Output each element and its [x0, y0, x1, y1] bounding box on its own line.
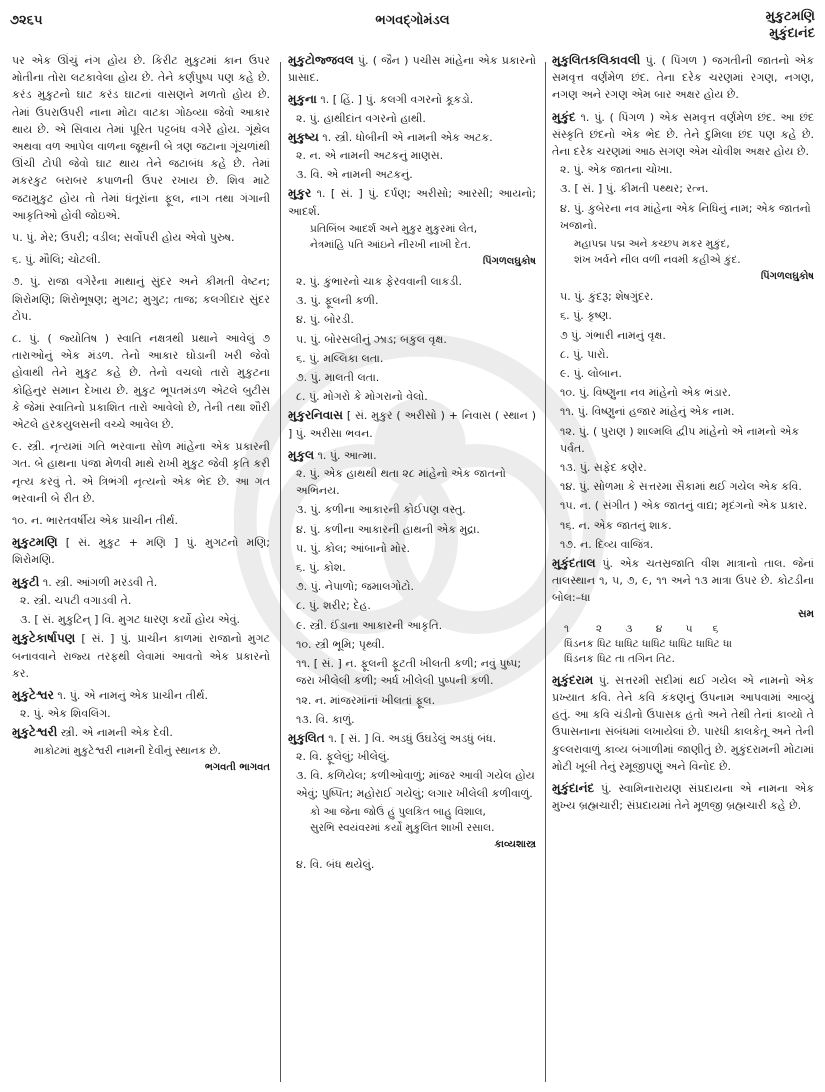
- guide-word-first: મુકુટમણિ: [765, 9, 815, 24]
- definition: પું. ( જૈન ) પચીસ માંહેના એક પ્રકારનો પ્રાસાદ.: [288, 54, 536, 85]
- sense: ૬. પું. કોશ.: [296, 561, 346, 575]
- page-number: ૭૨૬૫: [10, 13, 43, 28]
- column-divider: [545, 62, 546, 1082]
- quotation-source: પિંગળલઘુકોષ: [760, 271, 814, 283]
- column-divider: [280, 62, 281, 1082]
- headword: મુકુટોજ્જવલ: [288, 53, 354, 67]
- page-header: [0, 0, 825, 52]
- quotation: નેત્રમાંહિ પતિ આંઇને નીરખી નાખી દેત.: [310, 238, 471, 251]
- sense: ૧૨. પું. ( પુરાણ ) શાલ્મલિ દ્વીપ માંહેનો એ નામનો એક પર્વત.: [560, 424, 800, 455]
- headword: મુકુટી: [12, 574, 40, 589]
- sense: ૧૩. પું. સફેદ કણેર.: [560, 461, 647, 475]
- headword: મુકુલ: [288, 447, 315, 462]
- sense: ૩. પું. ફૂલની કળી.: [296, 294, 379, 308]
- dictionary-entry: [552, 555, 814, 607]
- sense: ૧૭. ન. દિવ્ય વાજિંત્ર.: [560, 537, 654, 551]
- sense: ૮. પું. પારો.: [560, 347, 609, 361]
- definition: ૧. પું. ( પિંગળ ) એક સમવૃત્ત વર્ણમેળ છંદ. આ છંદ સંસ્કૃતિ છંદનો એક ભેદ છે. તેને દુમિલા છંદ પણ કહે છે. તેના દરેક ચરણમાં આઠ સગણ એમ ચોવીશ અક્ષર હોય છે.: [552, 110, 814, 159]
- sense: ૪. પું. કુબેરના નવ માંહેના એક નિધિનું નામ; એક જાતનો ખજાનો.: [560, 201, 811, 232]
- sense: ૧૧. [ સં. ] ન. ફૂલની ફૂટતી ખીલતી કળી; નવું પુષ્પ; જરા ખીલેલી કળી; અર્ધ ખીલેલી પુષ્પની કળી.: [296, 657, 522, 688]
- definition: ૧. પું. એ નામનું એક પ્રાચીન તીર્થ.: [57, 688, 209, 702]
- quotation: મહાપદ્મ પદ્મ અને કચ્છપ મકર મુકુંદ,: [574, 238, 730, 251]
- sense: ૮. પું. ( જ્યોતિષ ) સ્વાતિ નક્ષત્રથી પ્રથાને આવેલું ૭ તારાઓનું એક મંડળ. તેનો આકાર ઘોડાની ખરી જેવો હોવાથી તેને મુકુટ કહે છે. તેનો વચલો તારો મુકુટના કોહિનુર સમાન દેખાય છે. મુકુટ ભૂપતમંડળ એટલે બુટીસ કે જેમાં સ્વાતિનો પ્રકાશિત તારો આવેલો છે, તેની તથા શૌરી એટલે હરકયુલસની વચ્ચે આવેલ છે.: [12, 332, 270, 432]
- dictionary-entry: [288, 52, 536, 86]
- sense: ૪. પું. બોરડી.: [296, 313, 354, 327]
- continuation-text: પર એક ઊંચું નંગ હોય છે. કિરીટ મુકુટમાં કાન ઉપર મોતીના તોરા લટકાવેલા હોય છે. તેને કર્ણપુષ્પ પણ કહે છે. કરંડ મુકુટનો ઘાટ કરંડ ઘાટનાં વાસણને મળતો હોય છે. તેમાં ઉપરાઉપરી નાના મોટા વાટકા ગોઠવ્યા જેવો આકાર થાય છે. એ સિવાય તેમાં પૂરિત પટ્ટબંધ વગેરે હોય. ગૂંથેલ અથવા વળ આપેલ વાળના જૂથની બે ત્રણ જટાના ગૂંચળાંથી ઊંચી ટોપી જેવો ઘાટ થાય તેને જટાબંધ કહે છે. તેમાં મકરકુટ બરાબર કપાળની ઉપર રખાય છે. શિવ માટે જટામુકુટ હોય તો તેમાં ધંતૂરાંના ફૂલ, નાગ તથા ગંગાની આકૃતિઓ હોવી જોઇએ.: [12, 54, 270, 222]
- sense: ૩. વિ. એ નામની અટકનું.: [296, 168, 413, 182]
- sense: ૨. ન. એ નામની અટકનું માણસ.: [296, 149, 444, 163]
- dictionary-entry: [288, 185, 536, 219]
- guide-words: [766, 8, 815, 42]
- headword: મુકુંદતાલ: [552, 556, 596, 571]
- sense: ૫. પું. કુંદરૂ; શેષગુંદર.: [560, 290, 654, 304]
- sense: ૧૪. પું. સોળમા કે સત્તરમા સૈકામાં થઈ ગયેલ એક કવિ.: [560, 480, 802, 494]
- sense: ૬. પું. મલ્લિકા લતા.: [296, 351, 384, 365]
- dictionary-entry: [552, 672, 814, 775]
- sense: ૩. વિ. કળિયેલ; કળીઓવાળું; માંજર આવી ગયેલ હોય એવું; પુષ્પિત; મહોરાઈ ગયેલું; લગાર ખીલેલી કળીવાળું.: [296, 769, 535, 800]
- sense: ૧૧. પું. વિષ્ણુનાં હજાર માંહેનું એક નામ.: [560, 405, 735, 419]
- sense: ૩. પું. કળીના આકારની કોઈપણ વસ્તુ.: [296, 503, 466, 517]
- quotation: પ્રતિબિંબ આદર્શ અને મુકુર મુકુરમાં લેત,: [310, 222, 478, 235]
- definition: પું. ( પિંગળ ) જગતીની જાતનો એક સમવૃત્ત વર્ણમેળ છંદ. તેના દરેક ચરણમાં રગણ, નગણ, નગણ અને રગણ એમ બાર અક્ષર હોય છે.: [552, 54, 815, 102]
- sense: ૧૬. ન. એક જાતનું શાક.: [560, 518, 672, 532]
- sense: ૧૫. ન. ( સંગીત ) એક જાતનું વાદ્ય; મૃદંગનો એક પ્રકાર.: [560, 499, 808, 513]
- quotation-source: કાવ્યશાસ્ત્ર: [494, 838, 536, 850]
- headword: મુકુટેકાર્ષાપણ: [12, 631, 76, 646]
- sense: ૬. પું. કૃષ્ણ.: [560, 309, 612, 323]
- sense: ૮. પું. શરીર; દેહ.: [296, 599, 371, 613]
- sense: ૯. પું. લોબાન.: [560, 367, 622, 381]
- quotation: માકોટમાં મુકુટેશ્વરી નામની દેવીનું સ્થાનક છે.: [34, 744, 221, 757]
- column-3: [552, 52, 814, 819]
- definition: ૧. સ્ત્રી. આંગળી મરડવી તે.: [42, 575, 158, 589]
- sense: ૭. પું. રાજા વગેરેના માથાનું સુંદર અને કીમતી વેષ્ટન; શિરોમણિ; શિરોભૂષણ; મુગટ; મુગુટ; તાજ; કલગીદાર સુંદર ટોપ.: [12, 275, 270, 323]
- tala-beat-numbers: ૧ ૨ ૩ ૪ ૫ ૬: [564, 622, 719, 635]
- sense: ૧૦. ન. ભારતવર્ષીય એક પ્રાચીન તીર્થ.: [12, 514, 179, 528]
- headword: મુકુંદ: [552, 109, 576, 124]
- headword: મુકુના: [288, 92, 317, 107]
- definition: ૧. [ સં. ] પું. દર્પણ; અરીસો; આરસી; આયનો; આદર્શ.: [288, 187, 537, 218]
- quotation: સુરભિ સ્વયંવરમાં કર્યો મુકુલિત શાખી રસાલ.: [310, 821, 495, 834]
- definition: [ સં. મુકુટ + મણિ ] પું. મુગટનો મણિ; શિરોમણિ.: [12, 536, 270, 567]
- definition: ૧. [ સં. ] વિ. અડધું ઉઘડેલું અડધું બંધ.: [328, 731, 497, 745]
- sense: ૯. સ્ત્રી. નૃત્યમાં ગતિ ભરવાના સોળ માંહેના એક પ્રકારની ગત. બે હાથના પંજા મેળવી માથે રાખી મુકુટ જેવી કૃતિ કરી નૃત્ય કરવું તે. એ ત્રિભંગી નૃત્યનો એક ભેદ છે. આ ગત ભરવાની બે રીત છે.: [12, 440, 270, 505]
- definition: [ સં. ] પું. પ્રાચીન કાળમાં રાજાનો મુગટ બનાવવાને રાજ્ય તરફથી લેવામાં આવતો એક પ્રકારનો કર.: [12, 632, 271, 680]
- sense: ૭. પું. માલતી લતા.: [296, 371, 380, 385]
- sense: ૨. પું. કુંભારનો ચાક ફેરવવાની લાકડી.: [296, 275, 462, 289]
- headword: મુકુંદાનંદ: [552, 780, 595, 795]
- sense: ૮. પું. મોગરો કે મોગરાનો વેલો.: [296, 390, 428, 404]
- guide-word-last: મુકુંદાનંદ: [769, 26, 815, 41]
- headword: મુકુષ્ય: [288, 129, 319, 144]
- sense: ૭. પું. નેપાળો; જમાલગોટો.: [296, 580, 414, 594]
- sense: ૩. [ સં. મુકુટિન્ ] વિ. મુગટ ધારણ કર્યો હોય એવું.: [20, 613, 240, 627]
- sense: ૨. પું. એક શિવલિંગ.: [20, 707, 111, 721]
- sense: ૭ પું. ગંભારી નામનું વૃક્ષ.: [560, 328, 666, 342]
- dictionary-entry: [12, 574, 270, 591]
- quotation: કો આ જેના જોઉં હું પુલકિત બાહુ વિશાલ,: [310, 805, 486, 818]
- dictionary-entry: [12, 687, 270, 704]
- sense: ૪. વિ. બંધ થયેલું.: [296, 857, 375, 871]
- definition: પું. સ્વામિનારાયણ સંપ્રદાયના એ નામના એક મુખ્ય બ્રહ્મચારી; સંપ્રદાયમાં તેને મૂળજી બ્રહ્મચારી કહે છે.: [552, 781, 814, 813]
- book-title: ભગવદ્ગોમંડલ: [375, 13, 450, 28]
- dictionary-entry: [552, 52, 814, 104]
- headword: મુકુટમણિ: [12, 535, 58, 550]
- sense: ૬. પું. મૌલિ; ચોટલી.: [12, 253, 101, 267]
- sense: ૧૩. વિ. કાળું.: [296, 712, 355, 726]
- column-1: [12, 52, 270, 779]
- headword: મુકુલિત: [288, 730, 325, 745]
- dictionary-entry: [552, 109, 814, 161]
- dictionary-entry: [288, 91, 536, 108]
- sense: ૧૦. પું. વિષ્ણુના નવ માંહેનો એક ભંડાર.: [560, 386, 732, 400]
- headword: મુકુલિતકલિકાવલી: [552, 53, 641, 67]
- headword: મુકુર: [288, 186, 312, 201]
- dictionary-entry: [12, 724, 270, 741]
- headword: મુકુટેશ્વર: [12, 687, 54, 702]
- sense: ૨. પું. એક હાથથી થતા ૨૮ માંહેનો એક જાતનો અભિનય.: [296, 467, 506, 498]
- definition: સ્ત્રી. એ નામની એક દેવી.: [60, 726, 173, 740]
- headword: મુકુટેશ્વરી: [12, 725, 58, 740]
- quotation-source: પિંગળલઘુકોષ: [482, 255, 536, 267]
- quotation-source: ભગવતી ભાગવત: [204, 761, 270, 773]
- headword: મુકુરનિવાસ: [288, 408, 343, 423]
- column-2: [288, 52, 536, 875]
- sense: ૨. પું. એક જાતના ચોખા.: [560, 163, 673, 177]
- sense: ૨. સ્ત્રી. ચપટી વગાડવી તે.: [20, 593, 132, 607]
- sense: ૧૦. સ્ત્રી ભૂમિ; પૃથ્વી.: [296, 637, 385, 651]
- sense: ૨. વિ. ફૂલેલું; ખીલેલું.: [296, 750, 390, 764]
- sense: ૩. [ સં. ] પું. કીમતી પથ્થર; રત્ન.: [560, 182, 709, 196]
- sense: ૧૨. ન. માંજરમાંનાં ખીલતાં ફૂલ.: [296, 693, 436, 707]
- definition: પું. સત્તરમી સદીમાં થઈ ગયેલ એ નામનો એક પ્રખ્યાત કવિ. તેને કવિ કંકણનું ઉપનામ આપવામાં આવ્યું હતું. આ કવિ ચંડીનો ઉપાસક હતો અને તેથી તેનાં કાવ્યો તે ઉપાસનાના સંબંધમાં લખાયેલાં છે. પારધી કાલકેતૂ અને તેની કુલ્લરાવાળું કાવ્ય બંગાળીમાં જાણીતું છે. મુકુંદરામની મોટામાં મોટી ખૂબી તેનું રમૂજીપણું અને વિનોદ છે.: [552, 673, 814, 773]
- definition: ૧. સ્ત્રી. ધોબીની એ નામની એક અટક.: [322, 130, 493, 144]
- dictionary-entry: [288, 447, 536, 464]
- dictionary-entry: [12, 630, 270, 682]
- dictionary-entry: [288, 129, 536, 146]
- tala-bols-line: ધિંડનક ધિટ ધાધિટ ધાધિટ ધાધિટ ધાધિટ ધા: [564, 637, 732, 650]
- quotation: શંખ ખર્વને નીલ વળી નવમી કહીએ કુંદ.: [574, 254, 741, 267]
- sense: ૫. પું. મેર; ઉપરી; વડીલ; સર્વોપરી હોય એવો પુરુષ.: [12, 231, 235, 245]
- definition: [ સં. મુકુર ( અરીસો ) + નિવાસ ( સ્થાન ) ] પું. અરીસા ભવન.: [288, 409, 536, 440]
- sense: ૫. પું. બોરસલીનું ઝાડ; બકુલ વૃક્ષ.: [296, 332, 447, 346]
- tala-sam-label: સમ: [798, 607, 814, 620]
- definition: પું. એક ચતસ્રજાતિ વીશ માત્રાનો તાલ. જેનાં તાલસ્થાન ૧, ૫, ૭, ૯, ૧૧ અને ૧૩ માત્રા ઉપર છે. કોટડીના બોલ:–ધા: [552, 557, 814, 605]
- sense: ૪. પું. કળીના આકારની હાથની એક મુદ્રા.: [296, 522, 480, 536]
- dictionary-entry: [288, 730, 536, 747]
- definition: ૧. પું. આત્મા.: [317, 448, 377, 462]
- tala-bols-line: ધિંડનક ધિટ તા તગિન તિટ.: [564, 652, 675, 665]
- dictionary-entry: [552, 780, 814, 814]
- headword: મુકુંદરામ: [552, 672, 594, 687]
- dictionary-entry: [288, 407, 536, 441]
- dictionary-entry: [12, 534, 270, 568]
- sense: ૨. પું. હાથીદાંત વગરનો હાથી.: [296, 111, 426, 125]
- sense: ૫. પું. કોલ; આંબાનો મોર.: [296, 541, 411, 555]
- definition: ૧. [ હિં. ] પું. કલગી વગરનો કૂકડો.: [320, 93, 474, 107]
- sense: ૯. સ્ત્રી. ઈંડાના આકારની આકૃતિ.: [296, 618, 443, 632]
